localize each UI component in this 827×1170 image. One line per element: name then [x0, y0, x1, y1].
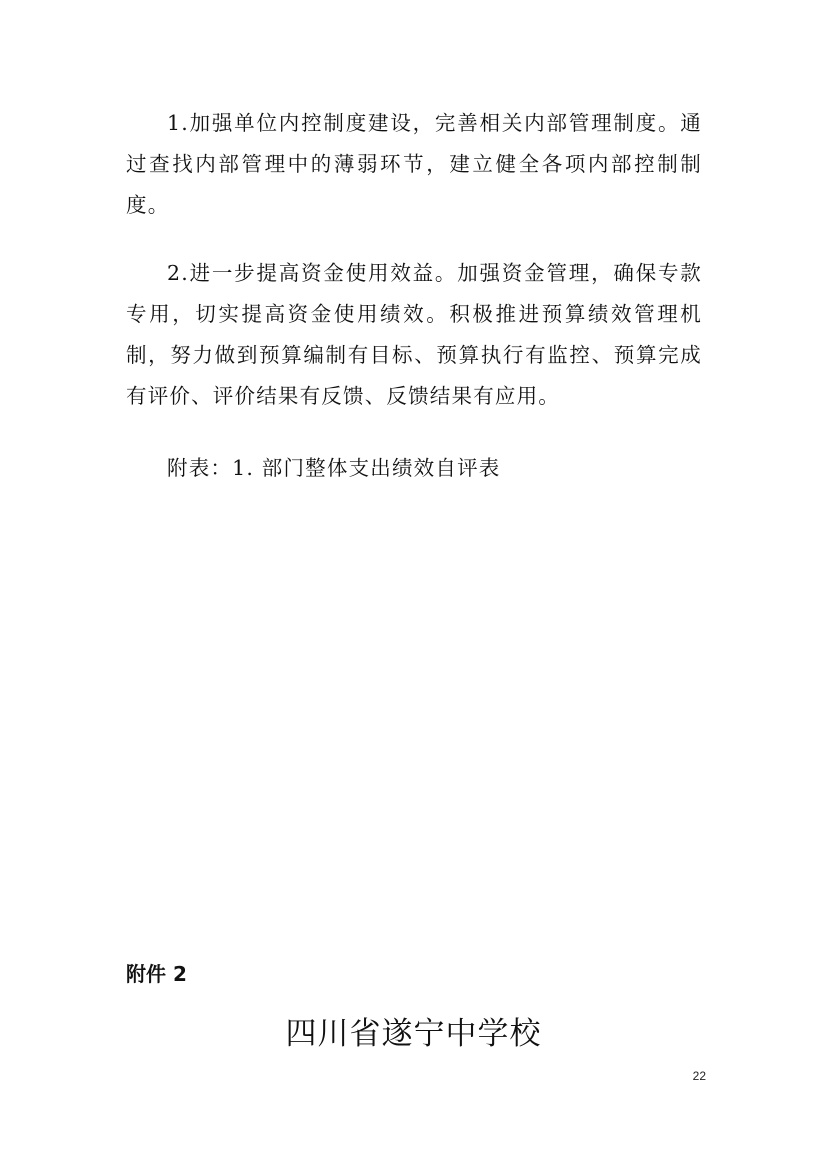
paragraph-internal-control: 1.加强单位内控制度建设，完善相关内部管理制度。通过查找内部管理中的薄弱环节，建立健全各项内部控制制度。	[126, 111, 702, 217]
paragraph-fund-efficiency: 2.进一步提高资金使用效益。加强资金管理，确保专款专用，切实提高资金使用绩效。积极推进预算绩效管理机制，努力做到预算编制有目标、预算执行有监控、预算完成有评价、评价结果有反馈、反馈结果有应用。	[126, 261, 702, 408]
school-title: 四川省遂宁中学校	[285, 1016, 542, 1052]
attachment-note: 附表：1. 部门整体支出绩效自评表	[167, 456, 501, 480]
page-number: 22	[692, 1069, 706, 1083]
appendix-label: 附件 2	[126, 962, 187, 986]
